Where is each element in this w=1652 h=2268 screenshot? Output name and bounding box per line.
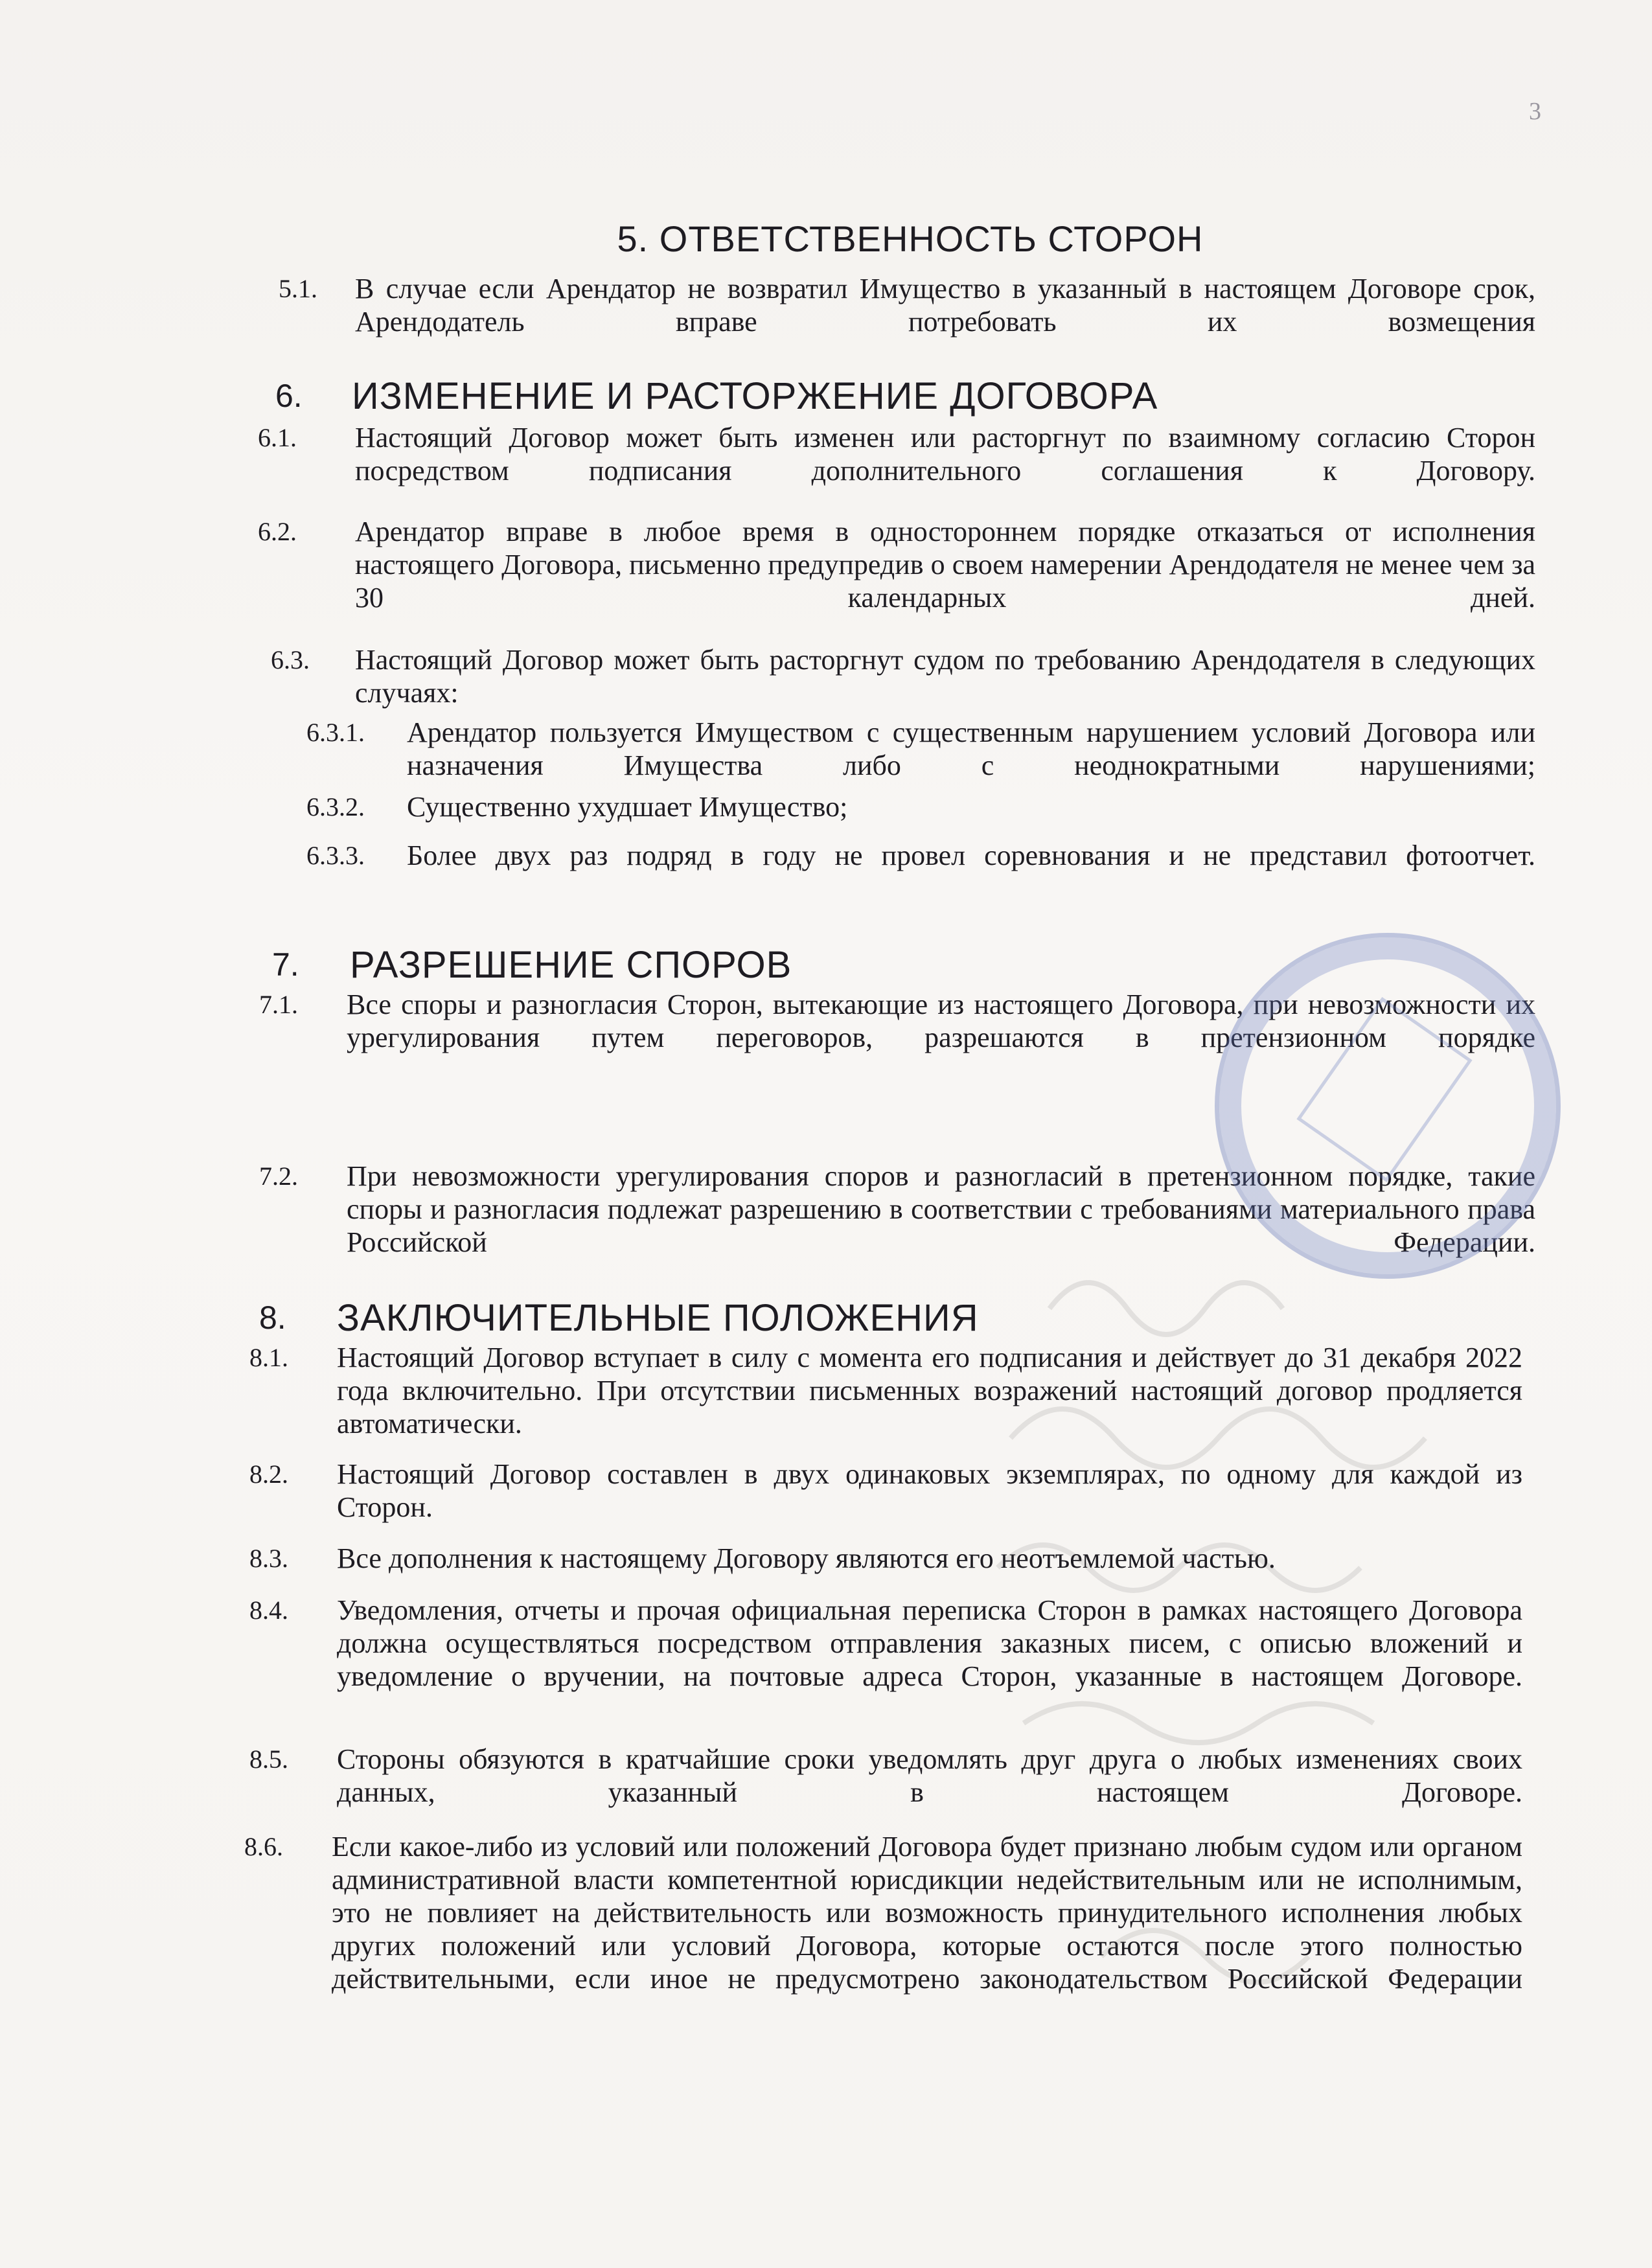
clause-text: Уведомления, отчеты и прочая официальная переписка Сторон в рамках настоящего Договора должна осуществляться посредством отправления заказных писем, с описью вложений и уведомление о вручении, на почтовые адреса Сторон, указанные в настоящем Договоре.: [337, 1594, 1522, 1692]
clause-6-1: [258, 421, 1535, 520]
clause-number: 7.2.: [259, 1162, 298, 1191]
clause-text: При невозможности урегулирования споров и разногласий в претензионном порядке, такие споры и разногласия подлежат разрешению в соответствии с требованиями материального права Российской Федерации.: [347, 1160, 1535, 1258]
clause-6-3-3: [306, 839, 1535, 905]
clause-number: 6.3.3.: [306, 841, 365, 870]
seal-inner-rectangle: [1296, 997, 1472, 1182]
clause-text: Арендатор вправе в любое время в одностороннем порядке отказаться от исполнения настоящего Договора, письменно предупредив о своем намерении Арендодателя не менее чем за 30 календарных дней.: [355, 516, 1535, 613]
clause-number: 8.1.: [249, 1343, 288, 1372]
section-5-title: 5. ОТВЕТСТВЕННОСТЬ СТОРОН: [617, 218, 1204, 259]
clause-text: Настоящий Договор может быть изменен или расторгнут по взаимному согласию Сторон посредством подписания дополнительного соглашения к Договору.: [355, 422, 1535, 487]
section-title: ЗАКЛЮЧИТЕЛЬНЫЕ ПОЛОЖЕНИЯ: [337, 1297, 979, 1339]
clause-number: 7.1.: [259, 990, 298, 1019]
page-number: 3: [1529, 98, 1541, 125]
clause-number: 6.3.: [271, 645, 310, 674]
section-6-heading: [275, 377, 1571, 422]
seal-stamp: [1215, 933, 1561, 1279]
clause-text: Существенно ухудшает Имущество;: [407, 791, 848, 823]
clause-text: Настоящий Договор может быть расторгнут судом по требованию Арендодателя в следующих случаях:: [355, 644, 1535, 709]
clause-number: 8.4.: [249, 1596, 288, 1625]
clause-6-2: [258, 515, 1535, 647]
clause-number: 6.1.: [258, 423, 297, 452]
clause-number: 5.1.: [279, 274, 317, 303]
section-title: ИЗМЕНЕНИЕ И РАСТОРЖЕНИЕ ДОГОВОРА: [352, 375, 1158, 417]
section-number: 7.: [272, 946, 299, 983]
section-number: 6.: [275, 378, 303, 414]
clause-text: Стороны обязуются в кратчайшие сроки уведомлять друг друга о любых изменениях своих данных, указанный в настоящем Договоре.: [337, 1743, 1522, 1808]
clause-text: Настоящий Договор составлен в двух одинаковых экземплярах, по одному для каждой из Сторон.: [337, 1458, 1522, 1523]
clause-5-1: [279, 272, 1535, 371]
clause-number: 6.3.1.: [306, 718, 365, 747]
section-title: РАЗРЕШЕНИЕ СПОРОВ: [350, 944, 792, 986]
clause-text: Все дополнения к настоящему Договору являются его неотъемлемой частью.: [337, 1542, 1276, 1574]
clause-text: Настоящий Договор вступает в силу с момента его подписания и действует до 31 декабря 2022 года включительно. При отсутствии письменных возражений настоящий договор продляется автоматически.: [337, 1342, 1522, 1439]
clause-text: Все споры и разногласия Сторон, вытекающие из настоящего Договора, при невозможности их урегулирования путем переговоров, разрешаются в претензионном порядке: [347, 989, 1535, 1053]
clause-6-3-2: [306, 790, 1535, 823]
clause-number: 8.6.: [244, 1832, 283, 1861]
clause-number: 8.2.: [249, 1460, 288, 1489]
clause-number: 6.2.: [258, 517, 297, 546]
bleed-through-handwriting: [972, 1231, 1555, 2073]
section-number: 8.: [259, 1300, 286, 1336]
clause-text: В случае если Арендатор не возвратил Имущество в указанный в настоящем Договоре срок, Арендодатель вправе потребовать их возмещения: [355, 273, 1535, 338]
clause-number: 8.3.: [249, 1544, 288, 1573]
clause-text: Арендатор пользуется Имуществом с существенным нарушением условий Договора или назначения Имущества либо с неоднократными нарушениями;: [407, 716, 1535, 781]
clause-number: 6.3.2.: [306, 792, 365, 821]
clause-number: 8.5.: [249, 1745, 288, 1774]
clause-text: Если какое-либо из условий или положений Договора будет признано любым судом или органом административной власти компетентной юрисдикции недействительным или не исполнимым, это не повлияет на действительность или возможность принудительного исполнения любых других положений или условий Договора, которые остаются после этого полностью действительными, если иное не предусмотрено законодательством Российской Федерации: [332, 1831, 1522, 1995]
clause-text: Более двух раз подряд в году не провел соревнования и не представил фотоотчет.: [407, 840, 1535, 871]
